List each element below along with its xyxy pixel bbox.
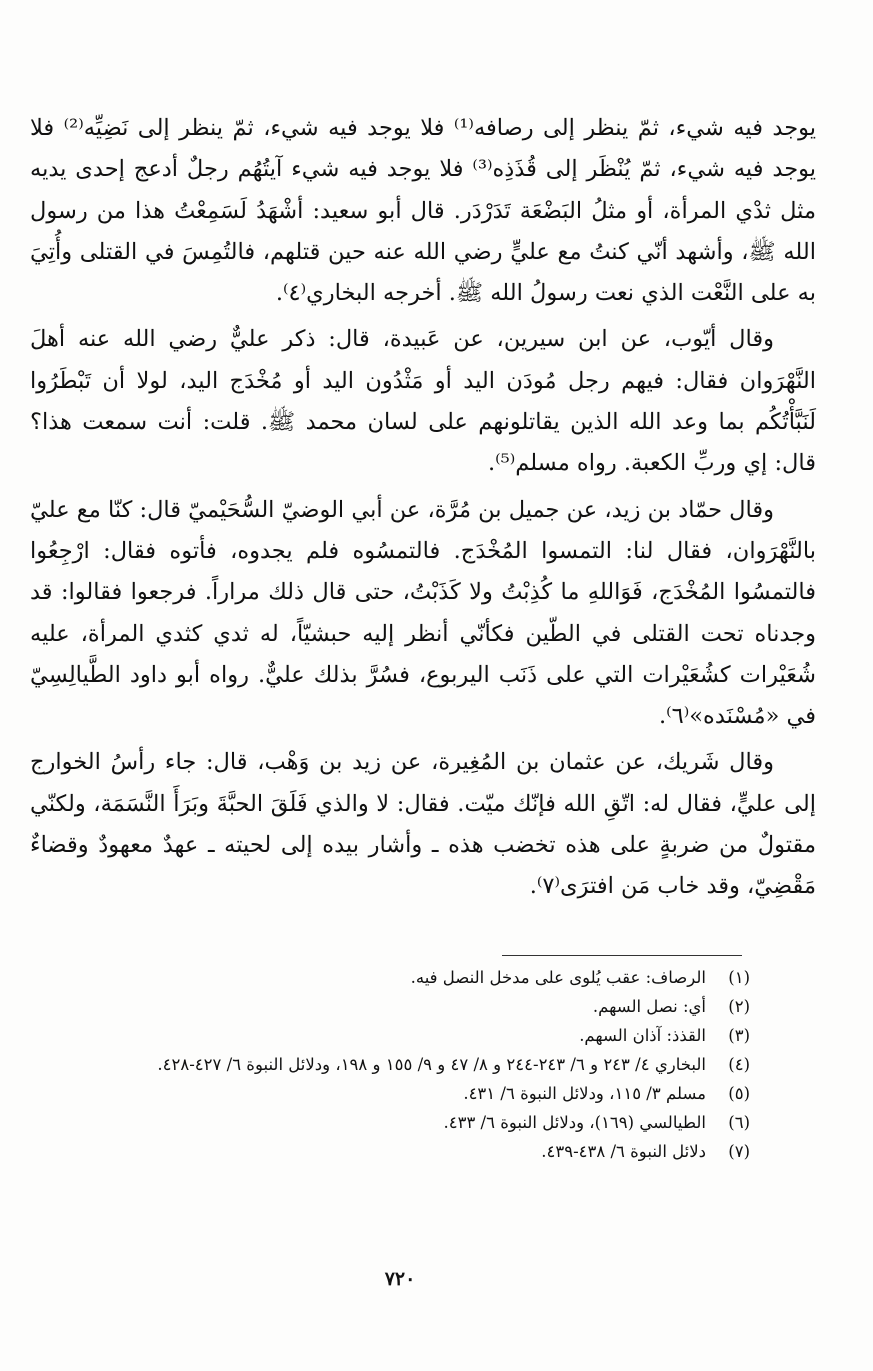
footnote-number: (٣) [728,1026,750,1045]
footnote-number: (١) [728,968,750,987]
footnote-text: دلائل النبوة ٦/ ٤٣٨-٤٣٩. [541,1142,706,1161]
footnote-separator [502,955,742,956]
footnote-text: البخاري ٤/ ٢٤٣ و ٦/ ٢٤٣-٢٤٤ و ٨/ ٤٧ و ٩/ ١٥٥ و ١٩٨، ودلائل النبوة ٦/ ٤٢٧-٤٢٨. [157,1055,706,1074]
footnote-number: (٢) [728,997,750,1016]
footnote-2 [30,992,750,1021]
footnote-text: الطيالسي (١٦٩)، ودلائل النبوة ٦/ ٤٣٣. [443,1113,706,1132]
footnote-7 [30,1137,750,1166]
footnote-number: (٧) [728,1142,750,1161]
paragraph-2: وقال أيّوب، عن ابن سيرين، عن عَبيدة، قال: ذكر عليٌّ رضي الله عنه أهلَ النَّهْرَوان فقال: فيهم رجل مُودَن اليد أو مَثْدُون اليد أو مُخْدَج اليد، لولا أن تَبْطَرُوا لَنَبَّأْتُكُم بما وعد الله الذين يقاتلونهم على لسان محمد ﷺ. قلت: أنت سمعت هذا؟ قال: إي وربِّ الكعبة. رواه مسلم⁽⁵⁾. [30,326,816,477]
footnote-5 [30,1079,750,1108]
footnote-text: الرصاف: عقب يُلوى على مدخل النصل فيه. [410,968,706,987]
paragraph-4: وقال شَريك، عن عثمان بن المُغِيرة، عن زيد بن وَهْب، قال: جاء رأسُ الخوارج إلى عليٍّ، فقال له: اتّقِ الله فإنّك ميّت. فقال: لا والذي فَلَقَ الحبَّةَ وبَرَأَ النَّسَمَة، ولكنّي مقتولٌ من ضربةٍ على هذه تخضب هذه ـ وأشار بيده إلى لحيته ـ عهدٌ معهودٌ وقضاءٌ مَقْضِيّ، وقد خاب مَن افترَى⁽٧⁾. [30,749,816,900]
footnote-number: (٥) [728,1084,750,1103]
footnote-1 [30,963,750,992]
footnote-4 [30,1050,750,1079]
footnote-6 [30,1108,750,1137]
paragraph-1: يوجد فيه شيء، ثمّ ينظر إلى رصافه⁽¹⁾ فلا يوجد فيه شيء، ثمّ ينظر إلى نَضِيِّه⁽²⁾ فلا يوجد فيه شيء، ثمّ يُنْظَر إلى قُذَذِه⁽³⁾ فلا يوجد فيه شيء آيتُهُم رجلٌ أدعج إحدى يديه مثل ثدْي المرأة، أو مثلُ البَضْعَة تَدَرْدَر. قال أبو سعيد: أشْهَدُ لَسَمِعْتُ هذا من رسول الله ﷺ، وأشهد أنّي كنتُ مع عليٍّ رضي الله عنه حين قتلهم، فالتُمِسَ في القتلى وأُتِيَ به على النَّعْت الذي نعت رسولُ الله ﷺ. أخرجه البخاري⁽٤⁾. [30,115,817,307]
footnote-number: (٦) [728,1113,750,1132]
footnotes-section [30,963,750,1166]
footnote-3 [30,1021,750,1050]
footnote-text: القذذ: آذان السهم. [579,1026,706,1045]
main-text-body [30,108,816,913]
footnote-number: (٤) [728,1055,750,1074]
paragraph-3: وقال حمّاد بن زيد، عن جميل بن مُرَّة، عن أبي الوضيّ السُّحَيْميّ قال: كنّا مع عليّ بالنَّهْرَوان، فقال لنا: التمسوا المُخْدَج. فالتمسُوه فلم يجدوه، فأتوه فقال: ارْجِعُوا فالتمسُوا المُخْدَج، فَوَاللهِ ما كُذِبْتُ ولا كَذَبْتُ، حتى قال ذلك مراراً. فرجعوا فقالوا: قد وجدناه تحت القتلى في الطّين فكأنّي أنظر إليه حبشيّاً، له ثدي كثدي المرأة، عليه شُعَيْرات كشُعَيْرات التي على ذَنَب اليربوع، فسُرَّ بذلك عليٌّ. رواه أبو داود الطَّيالِسِيّ في «مُسْنَده»⁽٦⁾. [30,496,816,730]
footnote-text: مسلم ٣/ ١١٥، ودلائل النبوة ٦/ ٤٣١. [463,1084,706,1103]
page-number: ٧٢٠ [384,1268,416,1290]
footnote-text: أي: نصل السهم. [592,997,706,1016]
